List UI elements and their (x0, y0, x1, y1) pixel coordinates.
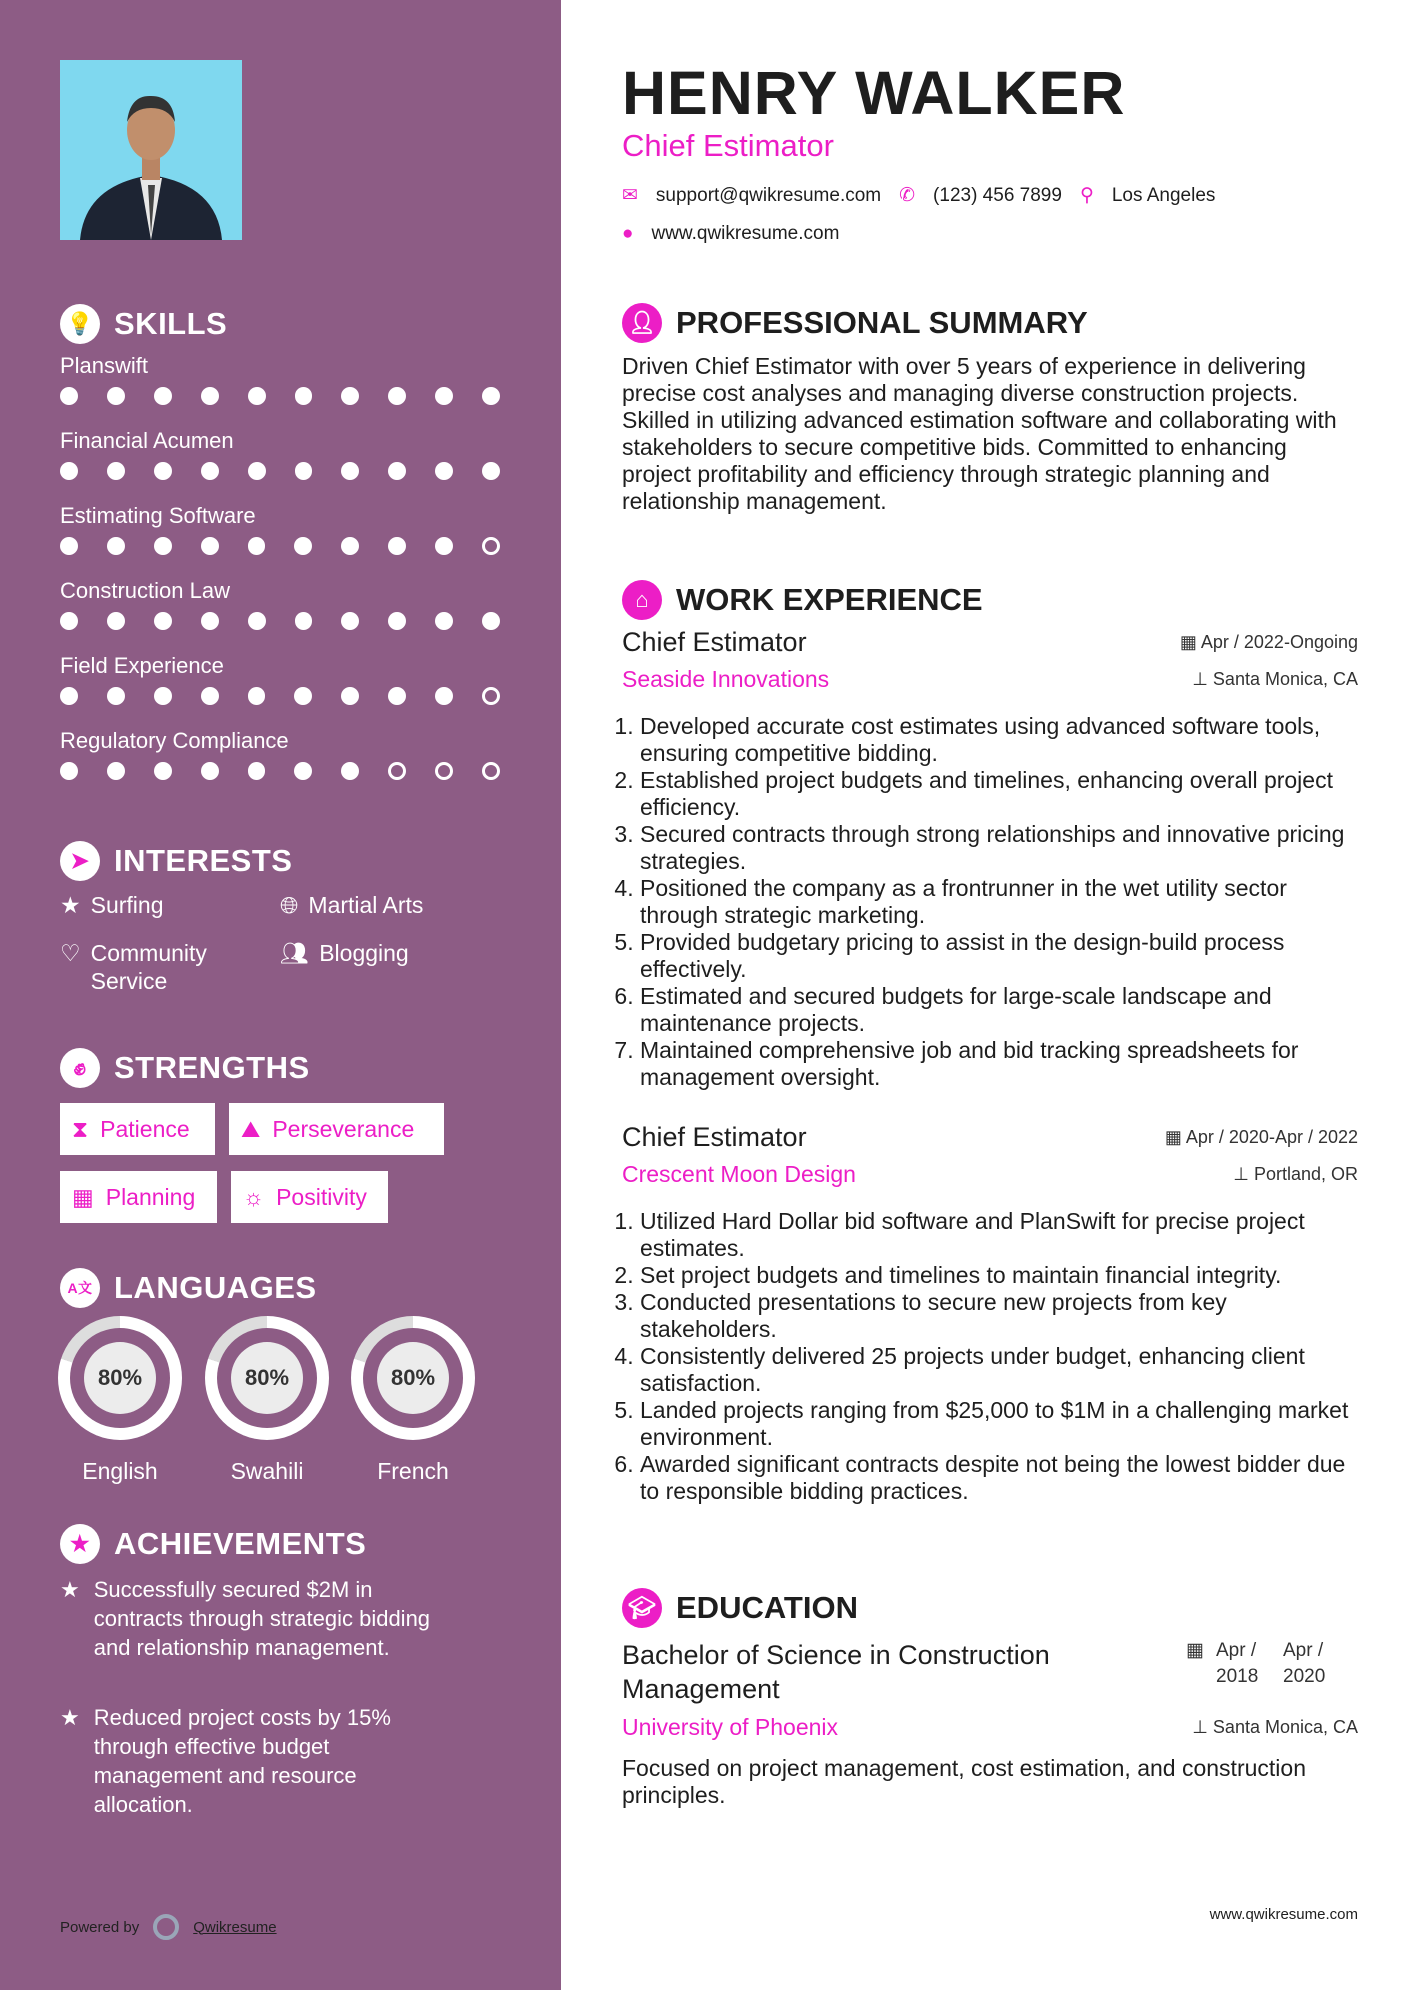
achievements-heading: ★ ACHIEVEMENTS (60, 1524, 366, 1564)
education-text: Focused on project management, cost estimation, and construction principles. (622, 1755, 1306, 1808)
chair-icon: ⌂ (622, 580, 662, 620)
skill-rating (60, 612, 500, 630)
skill-dot (482, 387, 500, 405)
skill-dot (388, 687, 406, 705)
candidate-name: HENRY WALKER (622, 59, 1126, 127)
skill-dot (435, 387, 453, 405)
skill-dot (435, 762, 453, 780)
language-name: French (377, 1458, 449, 1484)
skill-dot (248, 387, 266, 405)
skill-dot (154, 687, 172, 705)
skill-dot (201, 537, 219, 555)
degree: Bachelor of Science in Construction Management (622, 1640, 1050, 1704)
job-date: ▦ Apr / 2022-Ongoing (1179, 632, 1358, 652)
skill-item (60, 578, 500, 630)
languages-heading: A文 LANGUAGES (60, 1268, 317, 1308)
skill-dot (341, 387, 359, 405)
language-item (205, 1316, 329, 1485)
interest-item: 👥︎ Blogging (280, 940, 409, 966)
education-entry (622, 1638, 1358, 1809)
skill-dot (435, 462, 453, 480)
skill-rating (60, 537, 500, 555)
skill-item (60, 428, 500, 480)
calendar-icon: ▦ (1164, 1127, 1182, 1147)
job-title: Chief Estimator (622, 128, 834, 163)
skill-dot (341, 462, 359, 480)
achievement-item: ★ Successfully secured $2M in contracts through strategic bidding and relationship management. (60, 1577, 431, 1660)
job-bullet: 2. Established project budgets and timelines, enhancing overall project efficiency. (640, 767, 1358, 821)
job-date: ▦ Apr / 2020-Apr / 2022 (1164, 1127, 1358, 1147)
pin-icon: ⊥ (1233, 1164, 1249, 1184)
lightbulb-icon: 💡 (60, 304, 100, 344)
strength-tag: ☼ Positivity (231, 1171, 388, 1223)
profile-photo (60, 60, 242, 240)
powered-by: Powered by Qwikresume (60, 1914, 277, 1940)
school: University of Phoenix (622, 1714, 839, 1740)
job-bullet: 1. Developed accurate cost estimates using advanced software tools, ensuring competitive bidding. (640, 713, 1358, 767)
user-icon: 👤︎ (622, 303, 662, 343)
skill-dot (294, 687, 312, 705)
skill-dot (107, 462, 125, 480)
skill-label: Construction Law (60, 578, 230, 603)
star-icon: ★ (60, 1577, 80, 1602)
skill-dot (107, 387, 125, 405)
skill-dot (201, 612, 219, 630)
job-title: Chief Estimator (622, 627, 807, 657)
paper-plane-icon: ➤ (60, 841, 100, 881)
interest-item: ♡ Community Service (60, 940, 207, 994)
education-location: ⊥ Santa Monica, CA (1192, 1717, 1358, 1737)
skill-dot (435, 612, 453, 630)
fist-icon: ✊︎ (60, 1048, 100, 1088)
website-row (622, 223, 1362, 245)
skill-dot (248, 612, 266, 630)
globe-icon: ● (622, 223, 634, 244)
language-name: Swahili (230, 1458, 304, 1484)
sun-icon: ☼ (243, 1183, 265, 1210)
strength-tag: ⧗ Patience (60, 1103, 215, 1155)
skill-dot (154, 612, 172, 630)
skill-dot (388, 762, 406, 780)
education-dates: ▦ Apr / 2018 Apr / 2020 (1186, 1638, 1338, 1706)
strength-tag: ▦ Planning (60, 1171, 217, 1223)
contact-row: ✉ support@qwikresume.com ✆ (123) 456 7899 ⚲ Los Angeles (622, 184, 1216, 206)
job-bullet: 6. Awarded significant contracts despite not being the lowest bidder due to responsible bidding practices. (640, 1451, 1358, 1505)
job-bullet: 6. Estimated and secured budgets for large-scale landscape and maintenance projects. (640, 983, 1358, 1037)
skill-dot (201, 387, 219, 405)
footer-website: www.qwikresume.com (1209, 1906, 1358, 1923)
website-link[interactable]: www.qwikresume.com (651, 223, 840, 244)
skill-dot (388, 612, 406, 630)
map-pin-icon: ⚲ (1079, 185, 1094, 206)
skill-dot (107, 762, 125, 780)
skill-dot (60, 612, 78, 630)
skill-dot (341, 762, 359, 780)
strengths-heading: ✊︎ STRENGTHS (60, 1048, 310, 1088)
skill-dot (201, 762, 219, 780)
job-bullet: 3. Conducted presentations to secure new projects from key stakeholders. (640, 1289, 1358, 1343)
skill-dot (107, 537, 125, 555)
job-bullet: 2. Set project budgets and timelines to maintain financial integrity. (640, 1262, 1358, 1289)
email-link[interactable]: support@qwikresume.com (655, 184, 882, 206)
skill-rating (60, 687, 500, 705)
job-location: ⊥ Santa Monica, CA (1192, 669, 1358, 689)
envelope-icon: ✉ (622, 185, 638, 206)
skill-dot (388, 537, 406, 555)
skill-dot (60, 687, 78, 705)
skill-label: Financial Acumen (60, 428, 234, 453)
skill-dot (248, 687, 266, 705)
skill-rating (60, 387, 500, 405)
phone-icon: ✆ (899, 185, 916, 206)
language-percent: 80% (84, 1342, 156, 1414)
skill-dot (154, 387, 172, 405)
star-badge-icon: ★ (60, 1524, 100, 1564)
job-entry (622, 1122, 1358, 1505)
job-entry (622, 627, 1358, 1091)
skill-dot (295, 612, 313, 630)
qwikresume-logo-icon (153, 1914, 179, 1940)
skill-dot (482, 687, 500, 705)
skill-item (60, 353, 500, 405)
pin-icon: ⊥ (1192, 669, 1208, 689)
skill-label: Field Experience (60, 653, 224, 678)
summary-text: Driven Chief Estimator with over 5 years of experience in delivering precise cost analyses and managing diverse construction projects. Skilled in utilizing advanced estimation software and collaborating with stakeholders to secure competitive bids. Committed to enhancing project profitability and efficiency through strategic planning and relationship management. (622, 353, 1337, 514)
job-bullet: 3. Secured contracts through strong relationships and innovative pricing strategies. (640, 821, 1358, 875)
road-icon: ⛰︎ (241, 1115, 261, 1142)
qwikresume-link[interactable]: Qwikresume (193, 1918, 277, 1936)
skill-dot (154, 462, 172, 480)
skill-dot (482, 537, 500, 555)
interest-item: ★ Surfing (60, 892, 164, 918)
star-icon: ★ (60, 892, 81, 918)
skill-dot (154, 762, 172, 780)
strength-tag: ⛰︎ Perseverance (229, 1103, 444, 1155)
language-progress-ring (205, 1316, 329, 1440)
skill-dot (482, 462, 500, 480)
language-item (351, 1316, 475, 1485)
calendar-icon: ▦ (72, 1183, 94, 1210)
skill-dot (107, 612, 125, 630)
translate-icon: A文 (60, 1268, 100, 1308)
summary-heading: 👤︎ PROFESSIONAL SUMMARY (622, 303, 1088, 343)
skill-label: Regulatory Compliance (60, 728, 289, 753)
skill-item (60, 503, 500, 555)
skill-dot (154, 537, 172, 555)
sidebar (0, 0, 561, 1990)
skill-dot (482, 762, 500, 780)
skill-dot (294, 762, 312, 780)
job-bullet: 5. Provided budgetary pricing to assist in the design-build process effectively. (640, 929, 1358, 983)
job-bullet: 4. Consistently delivered 25 projects under budget, enhancing client satisfaction. (640, 1343, 1358, 1397)
language-name: English (82, 1458, 158, 1484)
job-location: ⊥ Portland, OR (1233, 1164, 1358, 1184)
skill-dot (60, 537, 78, 555)
handshake-icon: ♡ (60, 940, 81, 966)
skill-dot (482, 612, 500, 630)
users-icon: 👥︎ (280, 940, 310, 966)
job-bullet: 7. Maintained comprehensive job and bid tracking spreadsheets for management oversight. (640, 1037, 1358, 1091)
skill-dot (60, 387, 78, 405)
company: Seaside Innovations (622, 666, 830, 692)
calendar-icon: ▦ (1179, 632, 1197, 652)
globe-icon: 🌐︎ (280, 892, 299, 918)
skill-dot (201, 462, 219, 480)
skill-dot (248, 762, 266, 780)
skill-label: Estimating Software (60, 503, 256, 528)
company: Crescent Moon Design (622, 1161, 856, 1187)
language-item (58, 1316, 182, 1485)
job-bullet: 1. Utilized Hard Dollar bid software and PlanSwift for precise project estimates. (640, 1208, 1358, 1262)
skill-dot (60, 462, 78, 480)
skill-dot (341, 537, 359, 555)
skill-dot (341, 687, 359, 705)
skill-dot (435, 537, 453, 555)
skill-dot (295, 462, 313, 480)
interests-heading: ➤ INTERESTS (60, 841, 292, 881)
skill-item (60, 728, 500, 780)
hourglass-icon: ⧗ (72, 1115, 89, 1142)
skill-dot (295, 387, 313, 405)
calendar-icon: ▦ (1186, 1640, 1204, 1661)
star-icon: ★ (60, 1705, 80, 1730)
skill-dot (201, 687, 219, 705)
skill-dot (388, 387, 406, 405)
skill-dot (388, 462, 406, 480)
interest-item: 🌐︎ Martial Arts (280, 892, 424, 918)
language-progress-ring (351, 1316, 475, 1440)
skill-item (60, 653, 500, 705)
skill-rating (60, 462, 500, 480)
job-bullet: 5. Landed projects ranging from $25,000 to $1M in a challenging market environment. (640, 1397, 1358, 1451)
language-percent: 80% (377, 1342, 449, 1414)
skill-dot (341, 612, 359, 630)
work-heading: ⌂ WORK EXPERIENCE (622, 580, 983, 620)
skill-dot (294, 537, 312, 555)
skill-label: Planswift (60, 353, 149, 378)
skill-dot (248, 462, 266, 480)
skill-dot (435, 687, 453, 705)
job-bullet: 4. Positioned the company as a frontrunner in the wet utility sector through strategic marketing. (640, 875, 1358, 929)
job-title: Chief Estimator (622, 1122, 807, 1152)
education-heading: 🎓︎ EDUCATION (622, 1588, 858, 1628)
achievement-item: ★ Reduced project costs by 15% through effective budget management and resource allocation. (60, 1705, 391, 1817)
language-percent: 80% (231, 1342, 303, 1414)
skill-dot (248, 537, 266, 555)
skill-dot (60, 762, 78, 780)
graduation-icon: 🎓︎ (622, 1588, 662, 1628)
skill-rating (60, 762, 500, 780)
skills-heading: 💡 SKILLS (60, 304, 227, 344)
skill-dot (107, 687, 125, 705)
language-progress-ring (58, 1316, 182, 1440)
